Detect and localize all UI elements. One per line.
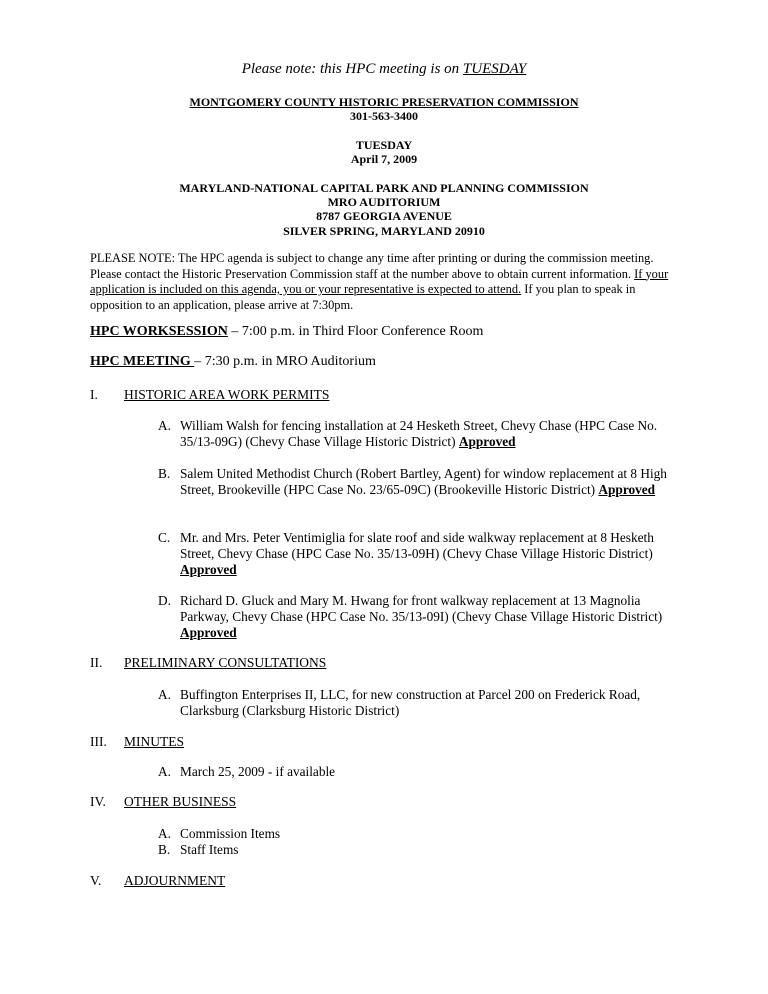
meeting-day-note [0,61,768,78]
item-3a: A. March 25, 2009 - if available [158,764,336,779]
item-4b: B. Staff Items [158,842,239,857]
section-3: III. MINUTES [90,734,184,749]
phone-number: 301-563-3400 [350,109,418,123]
meeting-date: April 7, 2009 [350,152,418,166]
item-1b: B. Salem United Methodist Church (Robert Bartley, Agent) for window replacement at 8 High Street, Brookeville (HPC Case No. 23/65-09C) (Brookeville Historic District) Approved [158,466,667,497]
venue-line-3: 8787 GEORGIA AVENUE [316,209,452,223]
item-1d: D. Richard D. Gluck and Mary M. Hwang for front walkway replacement at 13 Magnolia Parkway, Chevy Chase (HPC Case No. 35/13-09I) (Chevy Chase Village Historic District) Approved [158,593,663,640]
venue-line-2: MRO AUDITORIUM [327,195,441,209]
section-5: V. ADJOURNMENT [90,873,226,888]
section-4: IV. OTHER BUSINESS [90,794,237,809]
item-1c: C. Mr. and Mrs. Peter Ventimiglia for slate roof and side walkway replacement at 8 Hesketh Street, Chevy Chase (HPC Case No. 35/13-09H) (Chevy Chase Village Historic District) Approved [158,530,654,577]
status-approved: Approved [458,434,516,449]
meeting-weekday: TUESDAY [355,138,413,152]
status-approved: Approved [180,562,237,577]
venue-line-4: SILVER SPRING, MARYLAND 20910 [283,224,485,238]
note-text: Please note: this HPC meeting is on [241,61,463,77]
status-approved: Approved [180,625,237,640]
section-2: II. PRELIMINARY CONSULTATIONS [90,655,327,670]
note-day: TUESDAY [462,61,527,77]
section-1: I. HISTORIC AREA WORK PERMITS [90,387,330,402]
venue-line-1: MARYLAND-NATIONAL CAPITAL PARK AND PLANNING COMMISSION [179,181,589,195]
please-note-paragraph: PLEASE NOTE: The HPC agenda is subject to change any time after printing or during the commission meeting. Please contact the Historic Preservation Commission staff at the number above to obtain current information. If your application is included on this agenda, you or your representative is expected to attend. If you plan to speak in opposition to an application, please arrive at 7:30pm. [90,251,669,312]
status-approved: Approved [598,482,656,497]
item-1a: A. William Walsh for fencing installation at 24 Hesketh Street, Chevy Chase (HPC Case No. 35/13-09G) (Chevy Chase Village Historic District) Approved [158,418,658,449]
item-4a: A. Commission Items [158,826,281,841]
meeting-line: HPC MEETING – 7:30 p.m. in MRO Auditorium [90,354,376,369]
org-title: MONTGOMERY COUNTY HISTORIC PRESERVATION COMMISSION [189,95,579,109]
worksession-line: HPC WORKSESSION – 7:00 p.m. in Third Floor Conference Room [90,324,484,339]
item-2a: A. Buffington Enterprises II, LLC, for new construction at Parcel 200 on Frederick Road, Clarksburg (Clarksburg Historic District) [158,687,641,718]
